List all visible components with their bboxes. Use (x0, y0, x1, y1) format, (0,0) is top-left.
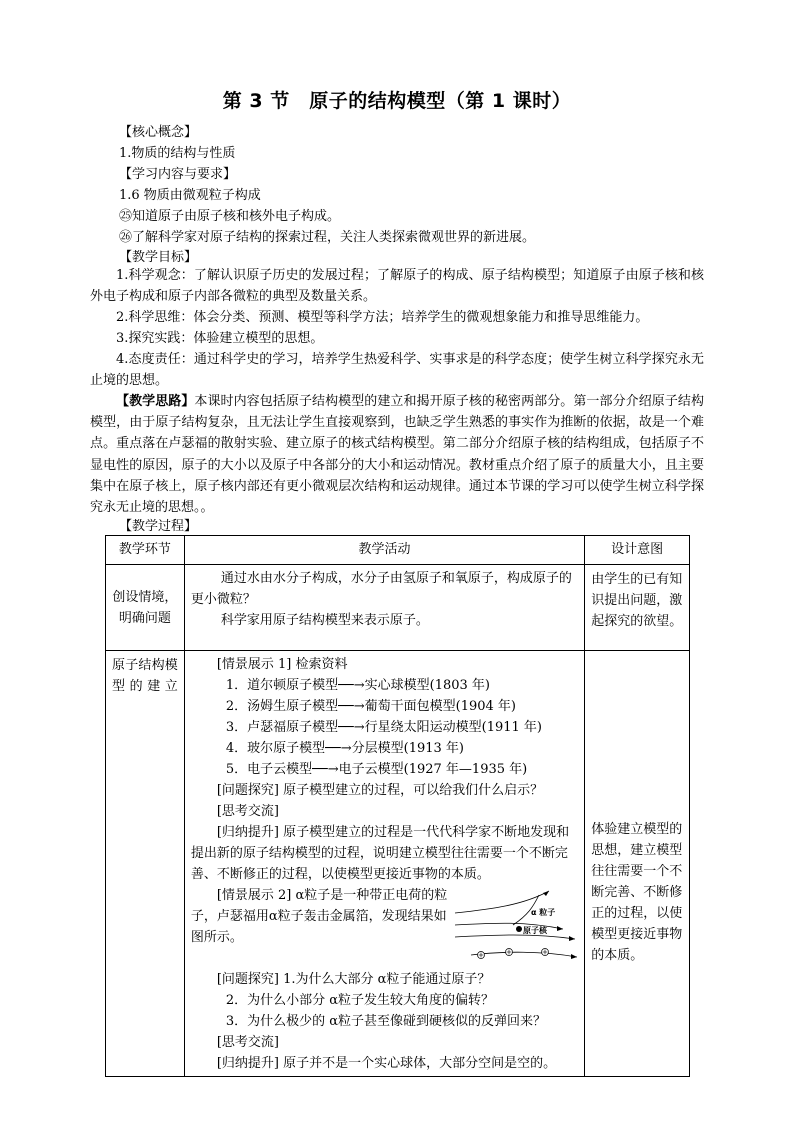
learning-req-item: ㉖了解科学家对原子结构的探索过程，关注人类探索微观世界的新进展。 (119, 230, 536, 245)
table-header-row (106, 536, 690, 565)
approach-text: 本课时内容包括原子结构模型的建立和揭开原子核的秘密两部分。第一部分介绍原子结构模型，由于原子结构复杂，且无法让学生直接观察到，也缺乏学生熟悉的事实作为推断的依据，故是一个难点。重点落在卢瑟福的散射实验、建立原子的核式结构模型。第二部分介绍原子核的结构组成，包括原子不显电性的原因，原子的大小以及原子中各部分的大小和运动情况。教材重点介绍了原子的质量大小，且主要集中在原子核上，原子核内部还有更小微观层次结构和运动规律。通过本节课的学习可以使学生树立科学探究永无止境的思想。。 (90, 394, 704, 516)
think-1: [思考交流] (216, 804, 279, 819)
model-item: 3．卢瑟福原子模型──→行星绕太阳运动模型(1911 年) (225, 720, 542, 735)
activity-line: 科学家用原子结构模型来表示原子。 (220, 613, 429, 628)
stage-cell (106, 565, 185, 651)
activity-cell (184, 565, 584, 651)
table-row (106, 565, 690, 651)
goals-heading: 【教学目标】 (119, 250, 198, 265)
model-item: 2．汤姆生原子模型──→葡萄干面包模型(1904 年) (225, 699, 516, 714)
label-nucleus: 原子核 (522, 926, 547, 935)
page-title: 第 3 节 原子的结构模型（第 1 课时） (222, 90, 572, 112)
question-2b: 2．为什么小部分 α粒子发生较大角度的偏转？ (225, 993, 494, 1008)
model-item: 4．玻尔原子模型──→分层模型(1913 年) (225, 741, 464, 756)
label-alpha: α 粒子 (530, 908, 556, 917)
activity-cell (184, 651, 584, 1077)
learning-req-item: ㉕知道原子由原子核和核外电子构成。 (119, 209, 341, 224)
model-item: 1．道尔顿原子模型──→实心球模型(1803 年) (225, 678, 490, 693)
think-2: [思考交流] (216, 1035, 279, 1050)
model-item: 5．电子云模型──→电子云模型(1927 年—1935 年) (225, 762, 528, 777)
question-1: [问题探究] 原子模型建立的过程，可以给我们什么启示？ (216, 783, 544, 798)
intent-cell (585, 651, 690, 1077)
alpha-scattering-diagram (453, 885, 583, 969)
table-row (106, 651, 690, 1077)
stage-text: 创设情境，明确问题 (112, 590, 178, 626)
header-activity: 教学活动 (184, 536, 584, 565)
summary-2: [归纳提升] 原子并不是一个实心球体，大部分空间是空的。 (216, 1056, 557, 1071)
goal-item: 2.科学思维：体会分类、预测、模型等科学方法；培养学生的微观想象能力和推导思维能力。 (116, 310, 649, 325)
learning-req-heading: 【学习内容与要求】 (119, 167, 237, 182)
activity-line: 通过水由水分子构成，水分子由氢原子和氧原子，构成原子的更小微粒？ (190, 571, 572, 607)
process-heading: 【教学过程】 (119, 519, 198, 534)
show-2: [情景展示 2] α粒子是一种带正电荷的粒子，卢瑟福用α粒子轰击金属箔，发现结果如图所示。 (190, 888, 448, 945)
goal-item: 4.态度责任：通过科学史的学习，培养学生热爱科学、实事求是的科学态度；使学生树立科学探究永无止境的思想。 (90, 352, 704, 389)
scattering-section (191, 885, 578, 969)
header-intent: 设计意图 (585, 536, 690, 565)
header-stage: 教学环节 (106, 536, 185, 565)
approach-paragraph (90, 391, 704, 518)
core-concept-heading: 【核心概念】 (119, 125, 198, 140)
approach-heading: 【教学思路】 (116, 394, 195, 409)
teaching-process-table (105, 535, 690, 1077)
show-1: [情景展示 1] 检索资料 (216, 657, 348, 672)
stage-cell: 原子结构模型的建立 (106, 651, 185, 1077)
nucleus-dot (516, 926, 522, 932)
summary-1: [归纳提升] 原子模型建立的过程是一代代科学家不断地发现和提出新的原子结构模型的过程，说明建立模型往往需要一个不断完善、不断修正的过程，以使模型更接近事物的本质。 (190, 825, 570, 882)
goal-item: 1.科学观念：了解认识原子历史的发展过程；了解原子的构成、原子结构模型；知道原子由原子核和核外电子构成和原子内部各微粒的典型及数量关系。 (90, 268, 704, 305)
learning-req-item: 1.6 物质由微观粒子构成 (119, 188, 261, 203)
question-2c: 3．为什么极少的 α粒子甚至像碰到硬核似的反弹回来？ (225, 1014, 546, 1029)
intent-cell: 由学生的已有知识提出问题，激起探究的欲望。 (585, 565, 690, 651)
core-concept-item: 1.物质的结构与性质 (119, 146, 236, 161)
question-2a: [问题探究] 1.为什么大部分 α粒子能通过原子？ (216, 972, 491, 987)
goal-item: 3.探究实践：体验建立模型的思想。 (116, 331, 324, 346)
intent-text: 体验建立模型的思想，建立模型往往需要一个不断完善、不断修正的过程，以使模型更接近事物的本质。 (591, 822, 683, 963)
